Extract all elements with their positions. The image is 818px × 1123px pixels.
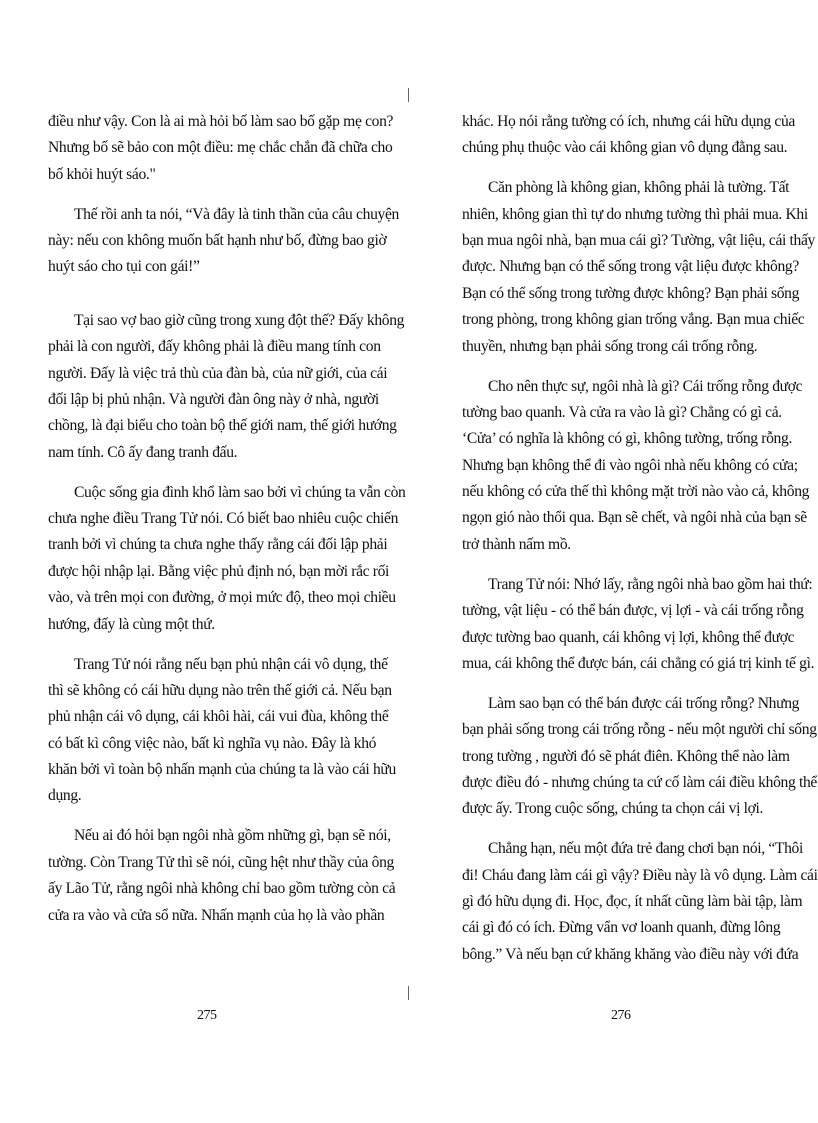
text-line: nhiên, không gian thì tự do nhưng tường thì phải mua. Khi — [462, 205, 808, 223]
text-line: tường. Còn Trang Tử thì sẽ nói, cũng hệt như thầy của ông — [48, 853, 395, 871]
paragraph — [462, 836, 818, 968]
text-line: phải là con người, đấy không phải là điều mang tính con — [48, 338, 381, 356]
paragraph — [48, 308, 405, 466]
text-line: thì sẽ không có cái hữu dụng nào trên thế giới cả. Nếu bạn — [48, 681, 392, 699]
text-line: ngọn gió nào thổi qua. Bạn sẽ chết, và ngôi nhà của bạn sẽ — [462, 509, 807, 527]
text-line: này: nếu con không muốn bất hạnh như bố, đừng bao giờ — [48, 232, 387, 250]
text-line: tường, vật liệu - có thể bán được, vị lợi - và cái trống rỗng — [462, 602, 804, 620]
left-page-text — [48, 109, 406, 942]
text-line: bạn phải sống trong cái trống rỗng - nếu một người chỉ sống — [462, 721, 817, 739]
right-page-number: 276 — [611, 1008, 631, 1023]
text-line: mua, cái không thể được bán, cái chẳng có giá trị kinh tế gì. — [462, 654, 815, 672]
paragraph — [462, 109, 795, 162]
text-line: trong tường , người đó sẽ phát điên. Không thể nào làm — [462, 747, 790, 765]
text-line: được hội nhập lại. Bằng việc phủ định nó, bạn mời rắc rối — [48, 562, 390, 580]
text-line: Cho nên thực sự, ngôi nhà là gì? Cái trống rỗng được — [488, 377, 803, 395]
text-line: Trang Tử nói rằng nếu bạn phủ nhận cái vô dụng, thế — [74, 655, 388, 673]
text-line: Bạn có thể sống trong tường được không? Bạn phải sống — [462, 284, 800, 302]
paragraph — [48, 109, 394, 188]
text-line: Thế rồi anh ta nói, “Và đây là tinh thần của câu chuyện — [74, 205, 399, 223]
text-line: vào, và trên mọi con đường, ở mọi mức độ, theo mọi chiều — [48, 589, 396, 607]
paragraph — [48, 202, 399, 281]
text-line: bông.” Và nếu bạn cứ khăng khăng vào điều này với đứa — [462, 945, 799, 963]
text-line: nam tính. Cô ấy đang tranh đấu. — [48, 443, 238, 461]
text-line: cái gì đó có ích. Đừng vẩn vơ loanh quanh, đừng lông — [462, 919, 781, 937]
text-line: Cuộc sống gia đình khổ làm sao bởi vì chúng ta vẫn còn — [74, 483, 406, 501]
text-line: người. Đấy là việc trả thù của đàn bà, của nữ giới, của cái — [48, 364, 388, 382]
text-line: trở thành nấm mồ. — [462, 535, 571, 553]
text-line: có bất kì công việc nào, bất kì nghĩa vụ nào. Đây là khó — [48, 734, 377, 752]
text-line: tranh bởi vì chúng ta chưa nghe thấy rằng cái đối lập phải — [48, 536, 388, 554]
text-line: nếu không có cửa thế thì không mặt trời nào vào cả, không — [462, 483, 810, 501]
text-line: Tại sao vợ bao giờ cũng trong xung đột thế? Đấy không — [74, 311, 405, 329]
text-line: được điều đó - nhưng chúng ta cứ cố làm cái điều không thể — [462, 773, 817, 791]
page-divider-mark-bottom — [408, 986, 409, 1000]
text-line: được. Nhưng bạn có thể sống trong vật liệu được không? — [462, 258, 799, 276]
text-line: tường bao quanh. Và cửa ra vào là gì? Chẳng có gì cả. — [462, 403, 782, 421]
paragraph — [48, 480, 406, 638]
text-line: bạn mua ngôi nhà, bạn mua cái gì? Tường, vật liệu, cái thấy — [462, 232, 816, 250]
text-line: trong phòng, trong không gian trống vắng. Bạn mua chiếc — [462, 311, 805, 329]
text-line: dụng. — [48, 787, 82, 805]
text-line: ấy Lão Tử, rằng ngôi nhà không chỉ bao gồm tường còn cả — [48, 880, 396, 898]
right-page-text — [462, 109, 818, 982]
text-line: ‘Cửa’ có nghĩa là không có gì, không tường, trống rỗng. — [462, 430, 792, 448]
page-divider-mark-top — [408, 88, 409, 102]
text-line: chưa nghe điều Trang Tử nói. Có biết bao nhiêu cuộc chiến — [48, 510, 399, 528]
text-line: đối lập bị phủ nhận. Và người đàn ông này ở nhà, người — [48, 391, 379, 409]
text-line: hướng, đấy là cùng một thứ. — [48, 615, 215, 633]
left-page-number: 275 — [197, 1008, 217, 1023]
text-line: Nhưng bạn không thể đi vào ngôi nhà nếu không có cửa; — [462, 456, 798, 474]
text-line: Căn phòng là không gian, không phải là tường. Tất — [488, 179, 790, 197]
paragraph — [462, 175, 816, 360]
paragraph — [462, 691, 817, 823]
text-line: chúng phụ thuộc vào cái không gian vô dụng đằng sau. — [462, 139, 788, 157]
text-line: Trang Tử nói: Nhớ lấy, rằng ngôi nhà bao gồm hai thứ: — [488, 575, 813, 593]
text-line: bố khỏi huýt sáo." — [48, 165, 156, 183]
paragraph — [462, 374, 810, 559]
text-line: đi! Cháu đang làm cái gì vậy? Điều này là vô dụng. Làm cái — [462, 866, 818, 884]
text-line: điều như vậy. Con là ai mà hỏi bố làm sao bố gặp mẹ con? — [48, 113, 394, 130]
text-line: khăn bởi vì toàn bộ nhấn mạnh của chúng ta là vào cái hữu — [48, 761, 396, 779]
paragraph — [48, 823, 396, 929]
paragraph — [48, 652, 396, 810]
paragraph — [462, 572, 815, 678]
text-line: Nhưng bố sẽ bảo con một điều: mẹ chắc chắn đã chữa cho — [48, 139, 393, 157]
text-line: gì đó hữu dụng đi. Học, đọc, ít nhất cũng làm bài tập, làm — [462, 893, 803, 911]
text-line: phủ nhận cái vô dụng, cái khôi hài, cái vui đùa, không thể — [48, 708, 389, 726]
text-line: được tường bao quanh, cái không vị lợi, không thể được — [462, 628, 795, 646]
text-line: được ấy. Trong cuộc sống, chúng ta chọn cái vị lợi. — [462, 800, 764, 818]
text-line: khác. Họ nói rằng tường có ích, nhưng cái hữu dụng của — [462, 113, 795, 130]
text-line: cửa ra vào và cửa sổ nữa. Nhấn mạnh của họ là vào phần — [48, 906, 385, 924]
text-line: Chẳng hạn, nếu một đứa trẻ đang chơi bạn nói, “Thôi — [488, 840, 803, 858]
text-line: thuyền, nhưng bạn phải sống trong cái trống rỗng. — [462, 337, 758, 355]
text-line: Nếu ai đó hỏi bạn ngôi nhà gồm những gì, bạn sẽ nói, — [74, 827, 391, 845]
text-line: huýt sáo cho tụi con gái!” — [48, 258, 200, 276]
text-line: Làm sao bạn có thể bán được cái trống rỗng? Nhưng — [488, 694, 800, 712]
text-line: chồng, là đại biểu cho toàn bộ thế giới nam, thế giới hướng — [48, 417, 397, 435]
